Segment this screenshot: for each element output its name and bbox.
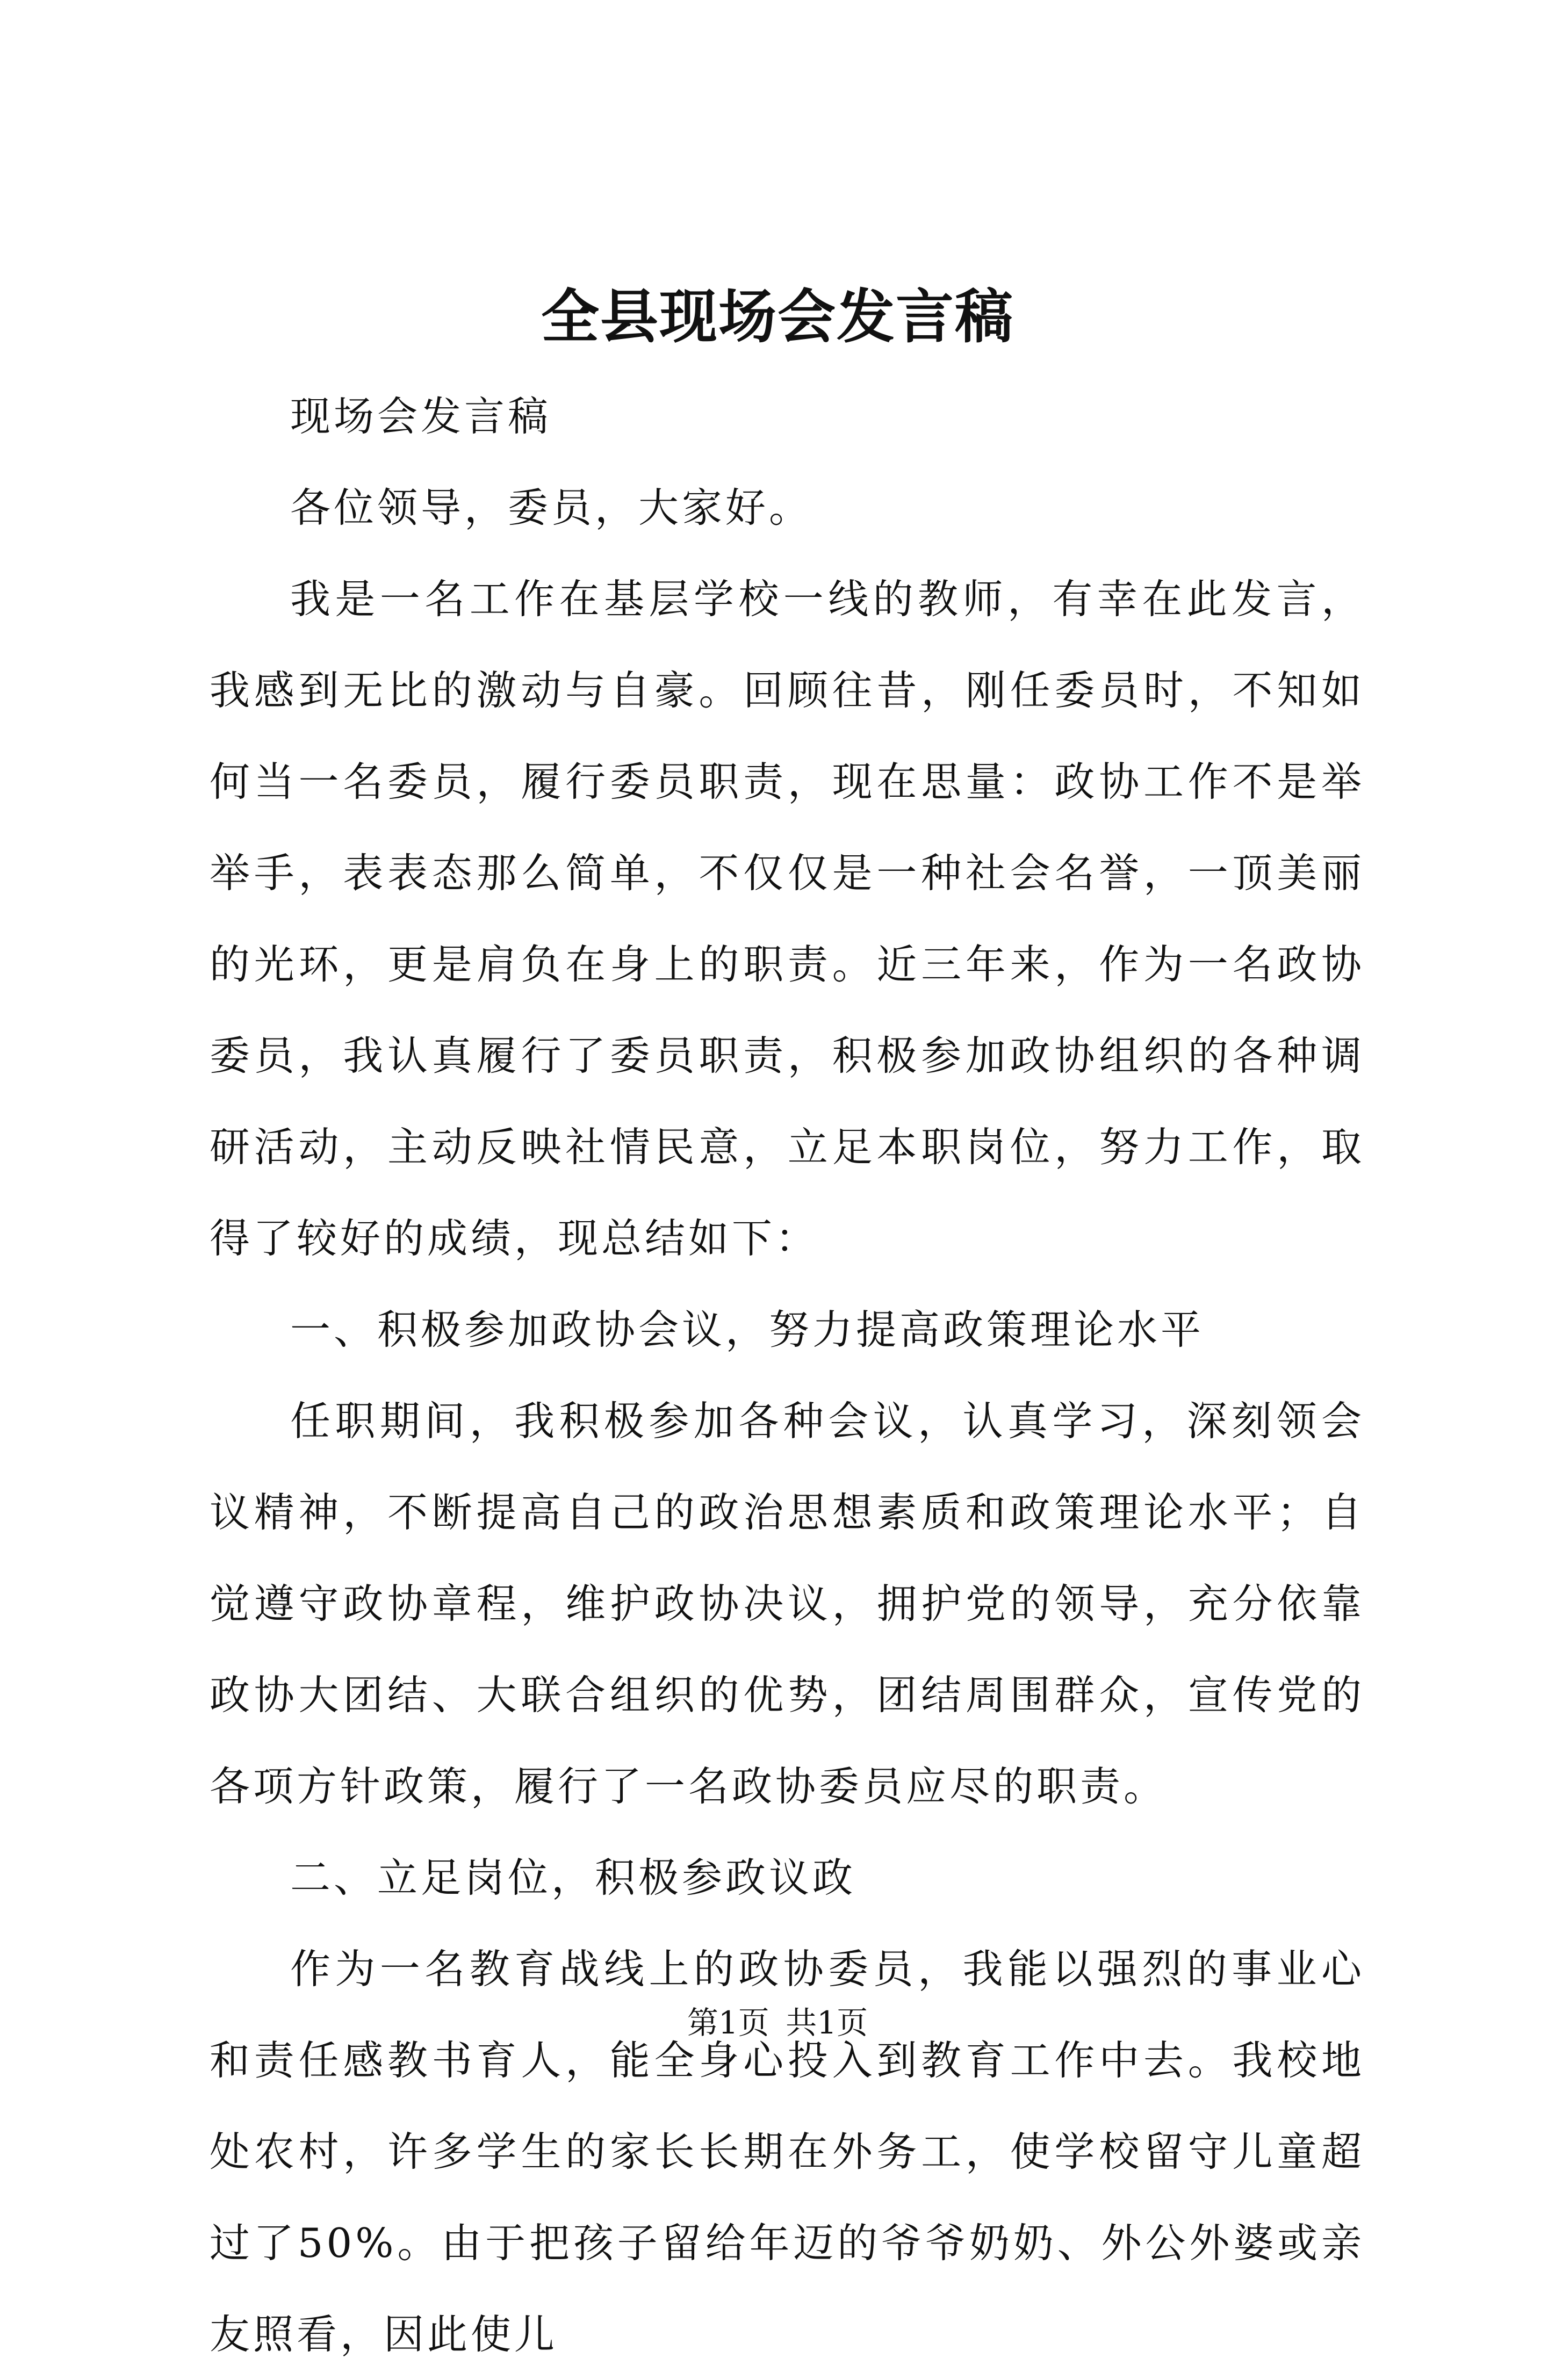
- section-heading-2: 二、立足岗位，积极参政议政: [290, 1854, 856, 1901]
- document-title: 全县现场会发言稿: [541, 283, 1014, 351]
- document-body: [210, 371, 1365, 2380]
- paragraph-section-2: 作为一名教育战线上的政协委员，我能以强烈的事业心和责任感教书育人，能全身心投入到教育工作中去。我校地处农村，许多学生的家长长期在外务工，使学校留守儿童超过了50%。由于把孩子留给年迈的爷爷奶奶、外公外婆或亲友照看，因此使儿: [210, 1945, 1365, 2358]
- paragraph-intro: 我是一名工作在基层学校一线的教师，有幸在此发言，我感到无比的激动与自豪。回顾往昔，刚任委员时，不知如何当一名委员，履行委员职责，现在思量：政协工作不是举举手，表表态那么简单，不仅仅是一种社会名誉，一顶美丽的光环，更是肩负在身上的职责。近三年来，作为一名政协委员，我认真履行了委员职责，积极参加政协组织的各种调研活动，主动反映社情民意，立足本职岗位，努力工作，取得了较好的成绩，现总结如下：: [210, 575, 1365, 1262]
- page-total: 共1页: [786, 2004, 868, 2041]
- section-heading-1: 一、积极参加政协会议，努力提高政策理论水平: [290, 1306, 1205, 1353]
- paragraph-greeting: 各位领导，委员，大家好。: [290, 484, 813, 531]
- page-number: 第1页: [687, 2004, 769, 2041]
- paragraph-subtitle: 现场会发言稿: [290, 393, 552, 440]
- paragraph-section-1: 任职期间，我积极参加各种会议，认真学习，深刻领会议精神，不断提高自己的政治思想素质和政策理论水平；自觉遵守政协章程，维护政协决议，拥护党的领导，充分依靠政协大团结、大联合组织的优势，团结周围群众，宣传党的各项方针政策，履行了一名政协委员应尽的职责。: [210, 1397, 1365, 1810]
- page-footer: [0, 2001, 1555, 2044]
